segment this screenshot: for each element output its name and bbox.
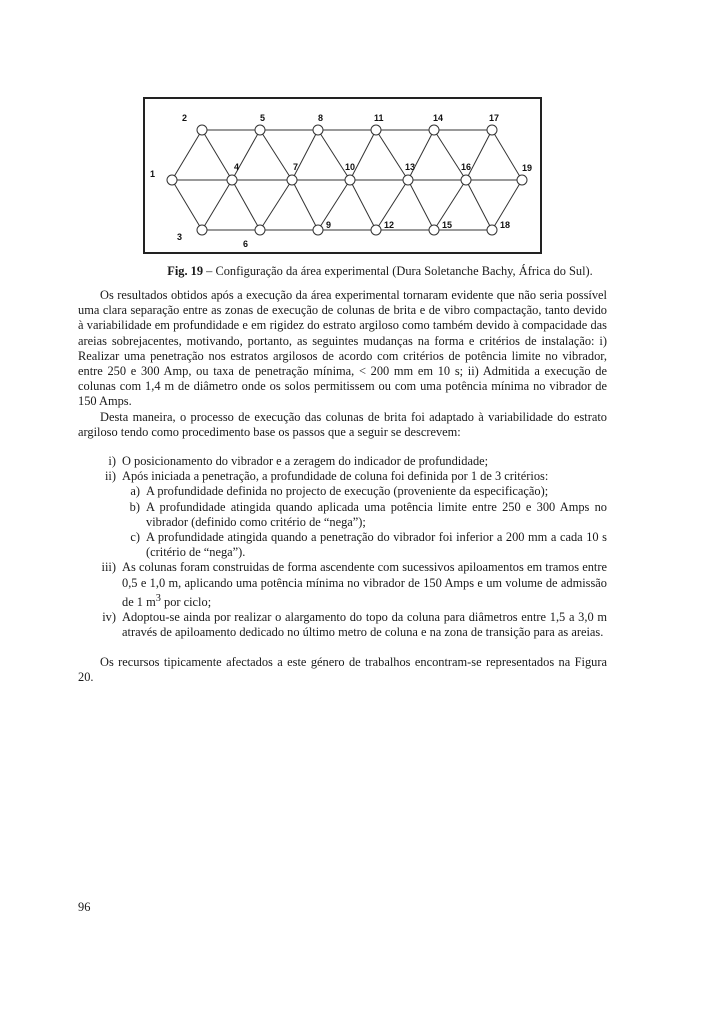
paragraph: Os resultados obtidos após a execução da área experimental tornaram evidente que não seria possível uma clara separação entre as zonas de execução de colunas de brita e de vibro compactação, tanto devido à variabilidade em profundidade e em rigidez do estrato argiloso como também devido à compacidade das areias sobrejacentes, motivando, portanto, as seguintes mudanças na forma e critérios de instalação: i) Realizar uma penetração nos estratos argilosos de acordo com critérios de potência limite no vibrador, entre 250 e 300 Amp, ou taxa de penetração mínima, < 200 mm em 10 s; ii) Admitida a execução de colunas com 1,4 m de diâmetro onde os solos permitissem ou com uma potência mínima no vibrador de 150 Amps. bbox=[78, 288, 607, 409]
column-node bbox=[345, 175, 355, 185]
column-node bbox=[429, 225, 439, 235]
node-label-17: 17 bbox=[489, 113, 500, 123]
node-label-14: 14 bbox=[433, 113, 444, 123]
column-node bbox=[403, 175, 413, 185]
column-node bbox=[255, 225, 265, 235]
sublist-item bbox=[78, 500, 607, 530]
node-label-19: 19 bbox=[522, 163, 533, 173]
experimental-area-figure bbox=[143, 97, 542, 254]
list-item-text-part: As colunas foram construidas de forma ascendente com sucessivos apiloamentos em tramos entre 0,5 e 1,0 m, aplicando uma potência mínima no vibrador de 150 Amps e um volume de admissão de 1 m bbox=[122, 560, 607, 609]
closing-paragraph: Os recursos tipicamente afectados a este género de trabalhos encontram-se representados na Figura 20. bbox=[78, 654, 607, 684]
column-node bbox=[517, 175, 527, 185]
list-item-text bbox=[122, 560, 607, 609]
list-item-text: O posicionamento do vibrador e a zeragem do indicador de profundidade; bbox=[122, 454, 489, 469]
criteria-sublist bbox=[122, 484, 607, 560]
column-node bbox=[287, 175, 297, 185]
column-node bbox=[371, 125, 381, 135]
sublist-item bbox=[78, 484, 607, 499]
page-number: 96 bbox=[78, 900, 91, 914]
column-node bbox=[487, 225, 497, 235]
node-label-4: 4 bbox=[234, 162, 240, 172]
node-label-18: 18 bbox=[500, 220, 511, 230]
list-marker: iv) bbox=[102, 610, 116, 625]
sublist-item-text: A profundidade atingida quando a penetração do vibrador foi inferior a 200 mm a cada 10 s (critério de “nega”). bbox=[146, 530, 607, 560]
column-node bbox=[487, 125, 497, 135]
sublist-marker: b) bbox=[129, 499, 140, 514]
list-item-text-part: por ciclo; bbox=[160, 594, 212, 609]
figure-caption-label: Fig. 19 bbox=[167, 264, 204, 278]
list-item bbox=[78, 560, 607, 610]
list-item bbox=[78, 469, 607, 560]
node-label-5: 5 bbox=[260, 113, 266, 123]
node-label-12: 12 bbox=[384, 220, 395, 230]
column-node bbox=[313, 225, 323, 235]
column-node bbox=[197, 125, 207, 135]
list-marker: ii) bbox=[104, 469, 116, 484]
node-label-7: 7 bbox=[293, 162, 299, 172]
list-item-text: Adoptou-se ainda por realizar o alargamento do topo da coluna para diâmetros entre 1,5 a 3,0 m através de apiloamento dedicado no último metro de coluna e na zona de transição para as areias. bbox=[122, 610, 607, 640]
column-node bbox=[167, 175, 177, 185]
paragraph: Desta maneira, o processo de execução das colunas de brita foi adaptado à variabilidade do estrato argiloso tendo como procedimento base os passos que a seguir se descrevem: bbox=[78, 409, 607, 439]
list-item bbox=[78, 454, 607, 469]
node-label-3: 3 bbox=[177, 232, 183, 242]
sublist-item bbox=[78, 530, 607, 560]
node-label-2: 2 bbox=[182, 113, 188, 123]
column-node bbox=[313, 125, 323, 135]
column-node bbox=[429, 125, 439, 135]
column-node bbox=[371, 225, 381, 235]
node-label-8: 8 bbox=[318, 113, 324, 123]
node-label-10: 10 bbox=[345, 162, 356, 172]
triangular-grid-diagram bbox=[145, 99, 540, 252]
procedure-list bbox=[78, 454, 607, 641]
node-label-15: 15 bbox=[442, 220, 453, 230]
node-label-11: 11 bbox=[374, 113, 384, 123]
figure-caption-text: – Configuração da área experimental (Dura Soletanche Bachy, África do Sul). bbox=[203, 264, 593, 278]
column-node bbox=[227, 175, 237, 185]
sublist-item-text: A profundidade definida no projecto de execução (proveniente da especificação); bbox=[146, 484, 549, 499]
sublist-marker: c) bbox=[130, 530, 140, 545]
sublist-marker: a) bbox=[130, 484, 140, 499]
node-label-9: 9 bbox=[326, 220, 332, 230]
column-node bbox=[197, 225, 207, 235]
list-item-text: Após iniciada a penetração, a profundidade de coluna foi definida por 1 de 3 critérios: bbox=[122, 469, 549, 484]
sublist-item-text: A profundidade atingida quando aplicada uma potência limite entre 250 e 300 Amps no vibrador (definido como critério de “nega”); bbox=[146, 499, 607, 529]
node-label-13: 13 bbox=[405, 162, 416, 172]
node-label-6: 6 bbox=[243, 239, 249, 249]
list-item bbox=[78, 610, 607, 640]
node-label-1: 1 bbox=[150, 169, 156, 179]
column-node bbox=[255, 125, 265, 135]
node-label-16: 16 bbox=[461, 162, 472, 172]
column-node bbox=[461, 175, 471, 185]
figure-caption bbox=[78, 263, 682, 279]
superscript: 3 bbox=[155, 592, 161, 604]
body-text bbox=[78, 288, 607, 685]
list-marker: i) bbox=[108, 454, 116, 469]
list-marker: iii) bbox=[101, 560, 116, 575]
